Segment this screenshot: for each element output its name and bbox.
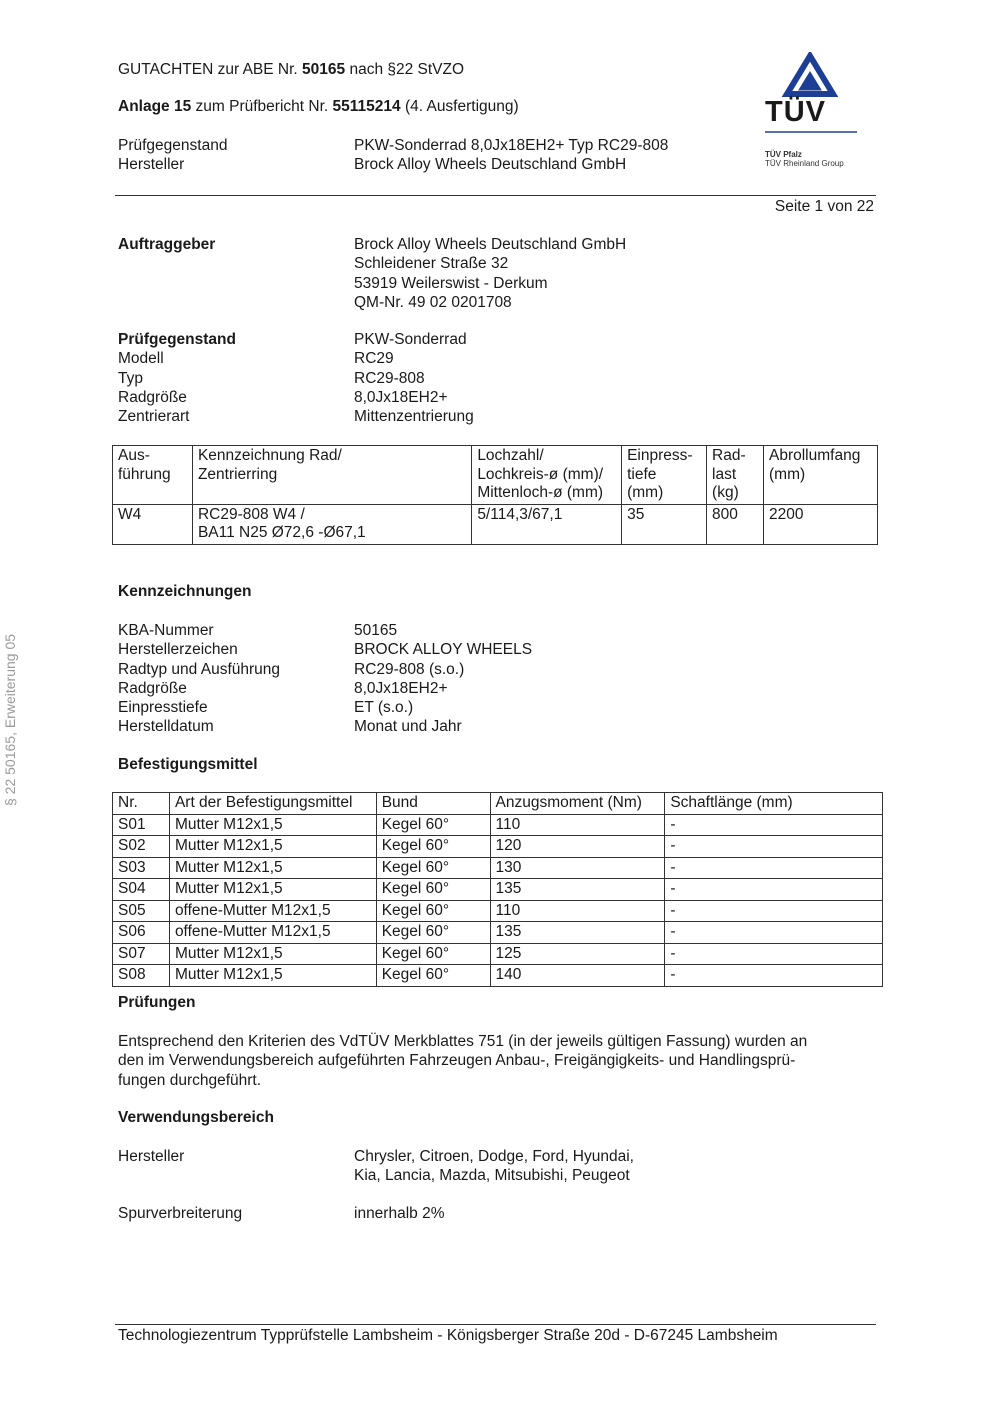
verwendung-hersteller-list: Chrysler, Citroen, Dodge, Ford, Hyundai, Kia, Lancia, Mazda, Mitsubishi, Peugeot [354,1148,634,1185]
kennzeichnungen-values: 50165 BROCK ALLOY WHEELS RC29-808 (s.o.) 8,0Jx18EH2+ ET (s.o.) Monat und Jahr [354,622,533,736]
report-subtitle: Anlage 15 zum Prüfbericht Nr. 55115214 (4. Ausfertigung) [118,98,519,115]
abe-number: 50165 [302,61,346,78]
wheel-header-cell: Einpress- tiefe (mm) [622,446,707,505]
logo-sub1: TÜV Pfalz [765,150,802,159]
spurverbreiterung-value: innerhalb 2% [354,1205,445,1222]
verwendung-hersteller-label: Hersteller [118,1148,185,1165]
pruefbericht-number: 55115214 [332,98,401,115]
table-row: S04 Mutter M12x1,5 Kegel 60° 135 - [113,879,883,901]
wheel-table [112,445,878,545]
verwendung-title: Verwendungsbereich [118,1109,274,1126]
side-note: § 22 50165, Erweiterung 05 [2,633,18,806]
auftraggeber-address: Brock Alloy Wheels Deutschland GmbH Schleidener Straße 32 53919 Weilerswist - Derkum QM-Nr. 49 02 0201708 [354,236,627,311]
wheel-header-cell: Lochzahl/ Lochkreis-ø (mm)/ Mittenloch-ø (mm) [472,446,622,505]
wheel-header-cell: Rad- last (kg) [707,446,764,505]
report-title: GUTACHTEN zur ABE Nr. 50165 nach §22 StVZO [118,61,465,78]
header-label-hersteller: Hersteller [118,156,185,173]
table-row: S08 Mutter M12x1,5 Kegel 60° 140 - [113,965,883,987]
header-divider [115,195,876,196]
header-value-pruefgegenstand: PKW-Sonderrad 8,0Jx18EH2+ Typ RC29-808 [354,137,669,154]
header-label-pruefgegenstand: Prüfgegenstand [118,137,228,154]
logo-sub2: TÜV Rheinland Group [765,159,844,168]
wheel-cell: 5/114,3/67,1 [472,504,622,544]
pruefgegenstand-labels: Prüfgegenstand Modell Typ Radgröße Zentrierart [118,331,236,426]
footer-text: Technologiezentrum Typprüfstelle Lambsheim - Königsberger Straße 20d - D-67245 Lambsheim [118,1327,778,1344]
wheel-cell: RC29-808 W4 / BA11 N25 Ø72,6 -Ø67,1 [192,504,471,544]
wheel-header-cell: Kennzeichnung Rad/ Zentrierring [192,446,471,505]
pruefungen-title: Prüfungen [118,994,196,1011]
auftraggeber-label: Auftraggeber [118,236,216,253]
footer-divider [115,1324,876,1325]
table-row: S07 Mutter M12x1,5 Kegel 60° 125 - [113,943,883,965]
table-row: S02 Mutter M12x1,5 Kegel 60° 120 - [113,836,883,858]
table-row: S01 Mutter M12x1,5 Kegel 60° 110 - [113,814,883,836]
wheel-table-header [113,446,878,505]
wheel-cell: W4 [113,504,193,544]
table-row: S03 Mutter M12x1,5 Kegel 60° 130 - [113,857,883,879]
pruefungen-text: Entsprechend den Kriterien des VdTÜV Merkblattes 751 (in der jeweils gültigen Fassung) wurden an den im Verwendungsbereich aufgeführten Fahrzeugen Anbau-, Freigängigkeits- und Handlingsprü- fungen durchgeführt. [118,1033,808,1089]
header-value-hersteller: Brock Alloy Wheels Deutschland GmbH [354,156,627,173]
table-row: S05 offene-Mutter M12x1,5 Kegel 60° 110 - [113,900,883,922]
befestigung-table [112,792,883,987]
pruefgegenstand-values: PKW-Sonderrad RC29 RC29-808 8,0Jx18EH2+ Mittenzentrierung [354,331,474,426]
tuev-logo [757,52,877,172]
kennzeichnungen-title: Kennzeichnungen [118,583,252,600]
wheel-header-cell: Aus- führung [113,446,193,505]
wheel-cell: 800 [707,504,764,544]
wheel-cell: 35 [622,504,707,544]
befestigung-title: Befestigungsmittel [118,756,258,773]
kennzeichnungen-labels: KBA-Nummer Herstellerzeichen Radtyp und Ausführung Radgröße Einpresstiefe Herstelldatum [118,622,281,736]
wheel-cell: 2200 [764,504,878,544]
logo-text: TÜV [765,96,826,128]
page-number: Seite 1 von 22 [774,198,874,215]
spurverbreiterung-label: Spurverbreiterung [118,1205,243,1222]
table-row [113,504,878,544]
wheel-header-cell: Abrollumfang (mm) [764,446,878,505]
table-row: S06 offene-Mutter M12x1,5 Kegel 60° 135 - [113,922,883,944]
befestigung-header: Nr. Art der Befestigungsmittel Bund Anzugsmoment (Nm) Schaftlänge (mm) [113,793,883,815]
